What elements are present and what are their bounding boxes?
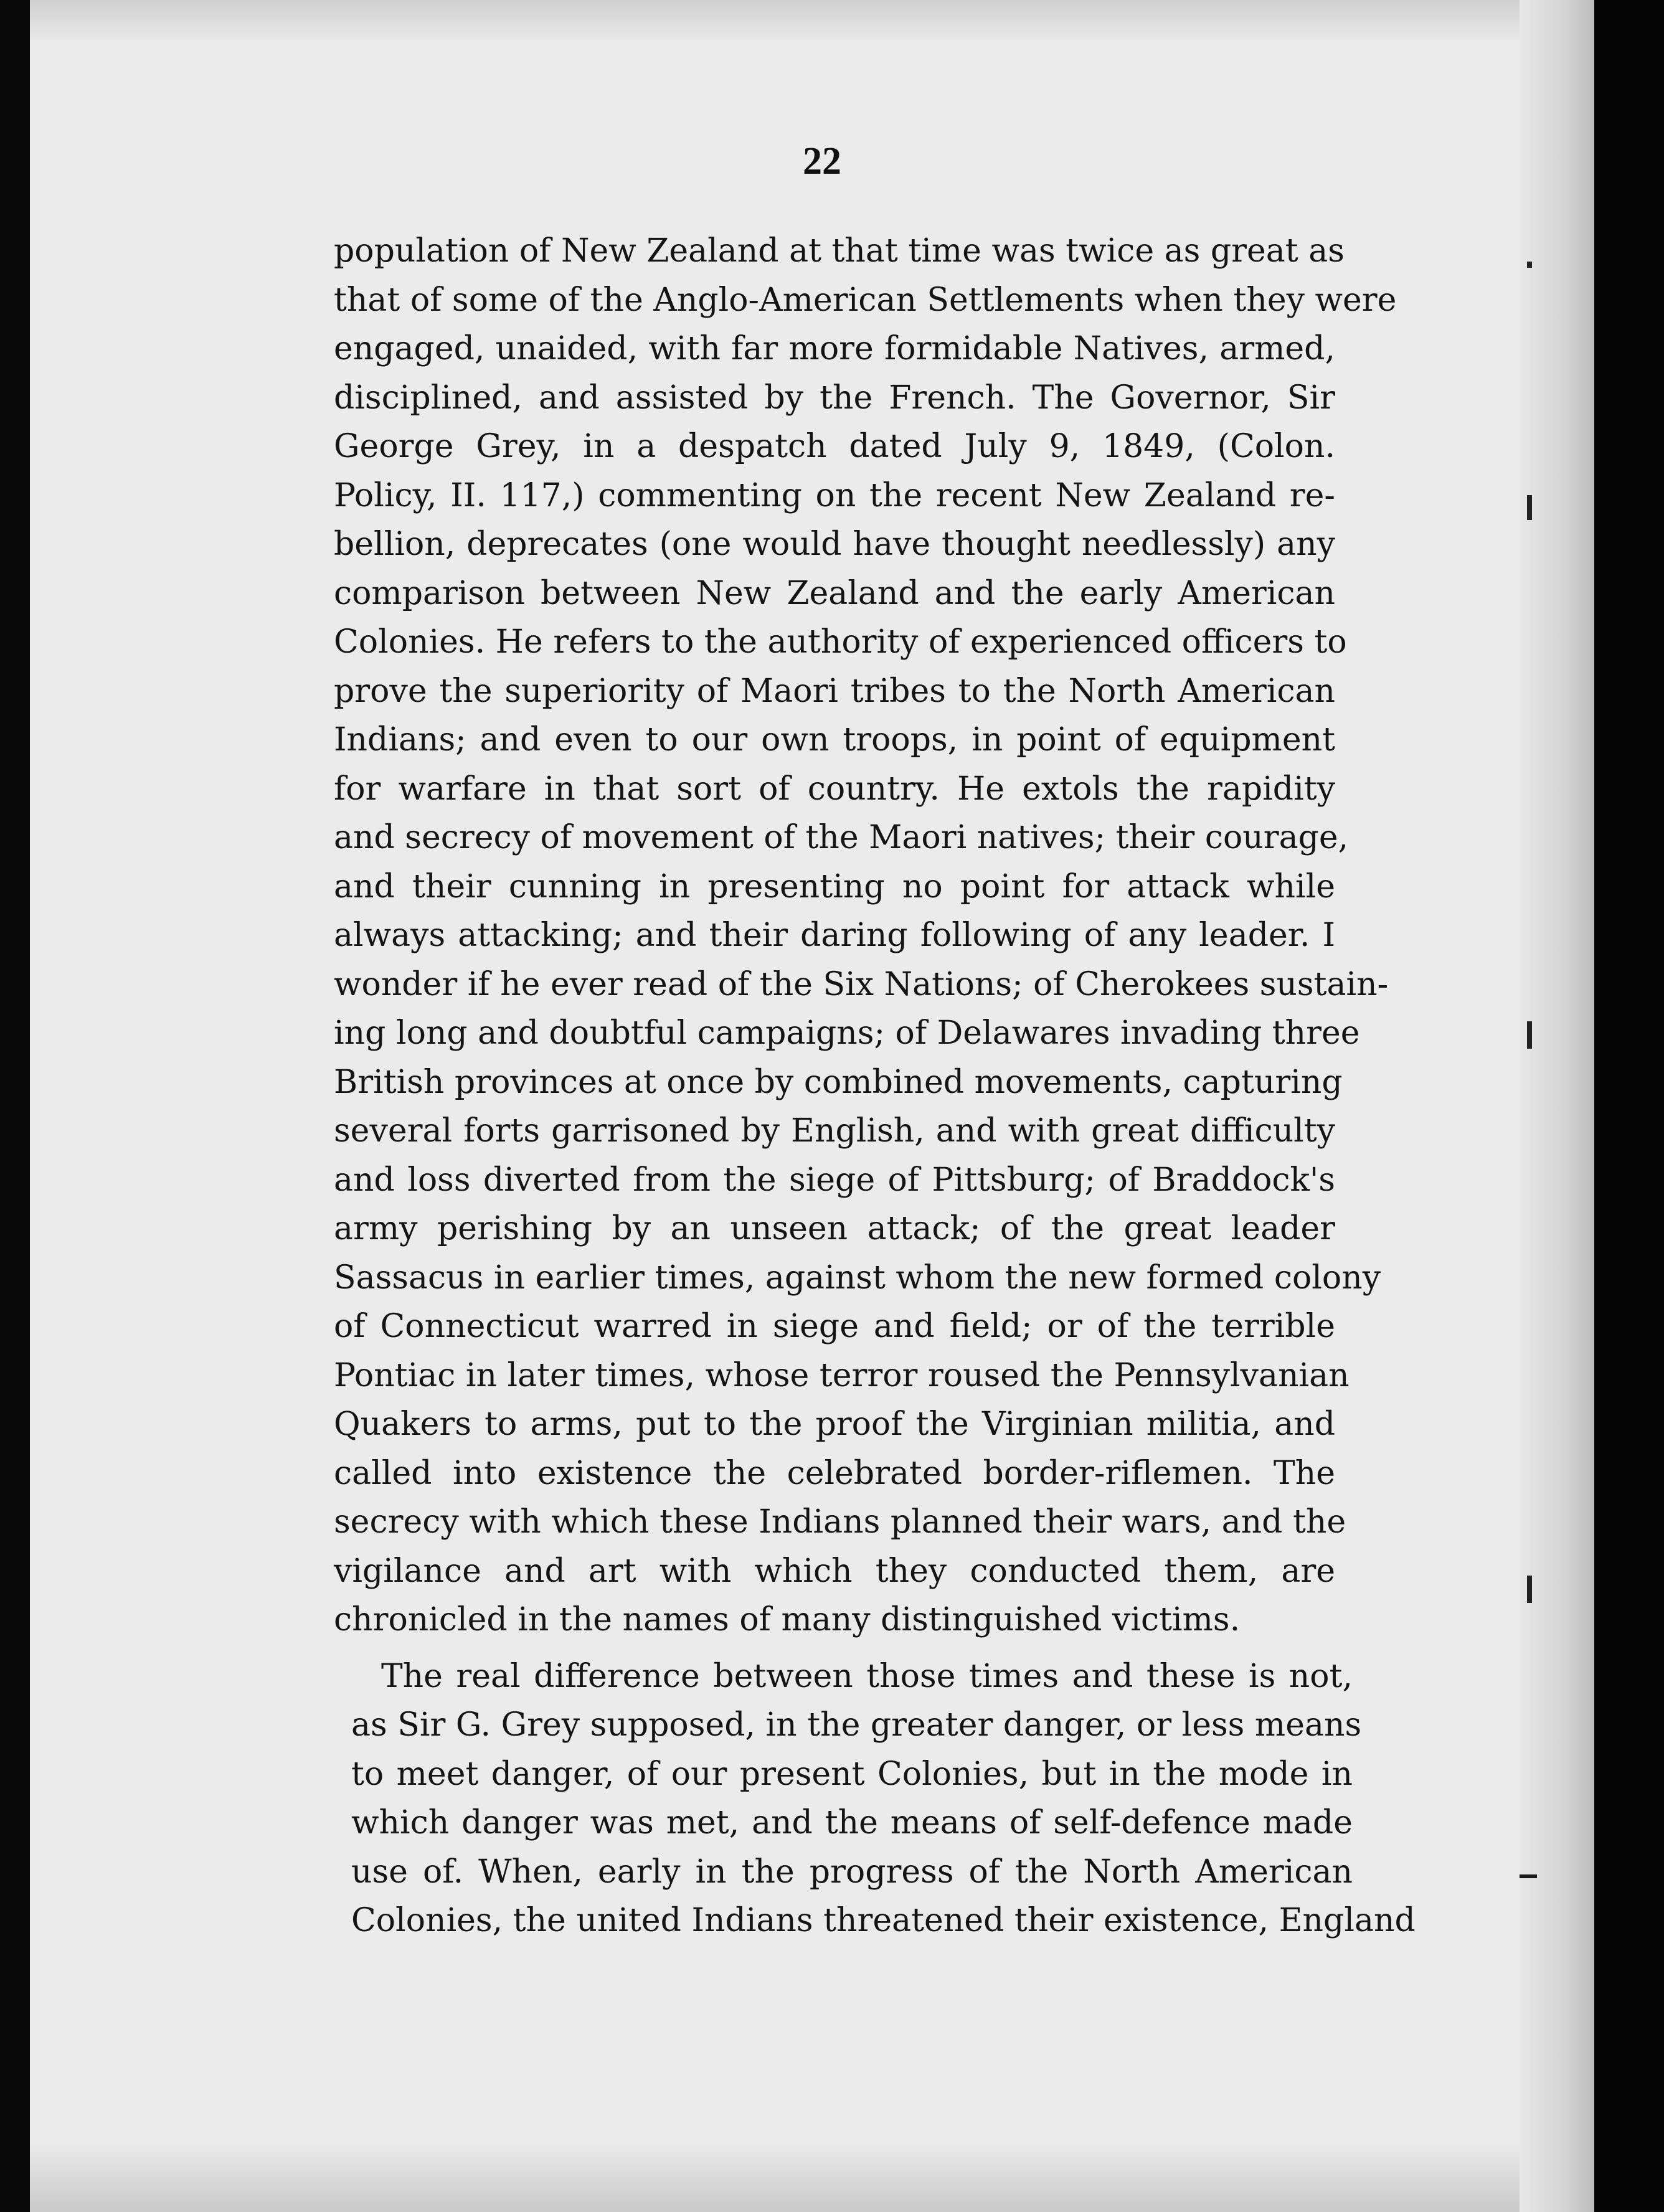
text-line: and secrecy of movement of the Maori natives; their courage, [334,819,1349,856]
text-line: Indians; and even to our own troops, in point of equipment [334,721,1335,759]
text-line: George Grey, in a despatch dated July 9, 1849, (Colon. [334,428,1335,465]
text-line: always attacking; and their daring following of any leader. I [334,917,1335,954]
margin-mark [1527,262,1532,268]
text-line: to meet danger, of our present Colonies, but in the mode in [351,1755,1353,1793]
paragraph-gap [334,1645,1335,1652]
text-line: population of New Zealand at that time was twice as great as [334,232,1345,270]
text-line: of Connecticut warred in siege and field; or of the terrible [334,1308,1335,1345]
text-line: that of some of the Anglo-American Settlements when they were [334,281,1397,319]
text-line: ing long and doubtful campaigns; of Delawares invading three [334,1014,1360,1052]
text-line: Pontiac in later times, whose terror roused the Pennsylvanian [334,1356,1350,1394]
margin-mark [1527,1576,1532,1603]
text-line: Quakers to arms, put to the proof the Virginian militia, and [334,1406,1335,1443]
margin-mark [1527,1021,1532,1049]
text-line: which danger was met, and the means of self-defence made [351,1804,1353,1841]
text-line: army perishing by an unseen attack; of the great leader [334,1210,1335,1247]
text-line: Policy, II. 117,) commenting on the recent New Zealand re- [334,476,1335,514]
top-shadow [30,0,1594,44]
text-line: and loss diverted from the siege of Pittsburg; of Braddock's [334,1161,1335,1199]
body-text [334,227,1416,1945]
margin-mark [1520,1874,1537,1878]
text-line: prove the superiority of Maori tribes to the North American [334,672,1335,710]
paragraph [351,1652,1416,1945]
text-line: vigilance and art with which they conducted them, are [334,1552,1335,1590]
binding-gutter [1594,0,1664,2212]
text-line: called into existence the celebrated border-riflemen. The [334,1454,1335,1492]
text-line: disciplined, and assisted by the French. The Governor, Sir [334,379,1335,417]
text-line: The real difference between those times and these is not, [381,1657,1353,1695]
bottom-shadow [30,2142,1594,2212]
margin-mark [1527,495,1532,520]
page-left-edge [0,0,30,2212]
page-number: 22 [803,140,841,182]
text-line: comparison between New Zealand and the early American [334,574,1335,612]
text-line: Sassacus in earlier times, against whom the new formed colony [334,1259,1381,1297]
paragraph [334,227,1397,1645]
text-line: British provinces at once by combined movements, capturing [334,1063,1343,1101]
binding-fold [1520,0,1594,2212]
text-line: for warfare in that sort of country. He extols the rapidity [334,770,1335,808]
text-line: several forts garrisoned by English, and with great difficulty [334,1112,1335,1150]
text-line: chronicled in the names of many distinguished victims. [334,1601,1241,1638]
text-line: secrecy with which these Indians planned their wars, and the [334,1503,1346,1541]
text-line: wonder if he ever read of the Six Nations; of Cherokees sustain- [334,965,1389,1003]
text-line: as Sir G. Grey supposed, in the greater danger, or less means [351,1706,1362,1744]
text-line: Colonies. He refers to the authority of experienced officers to [334,623,1347,661]
text-line: use of. When, early in the progress of the North American [351,1853,1353,1891]
text-line: and their cunning in presenting no point for attack while [334,867,1335,905]
text-line: Colonies, the united Indians threatened their existence, England [351,1902,1416,1939]
text-line: engaged, unaided, with far more formidable Natives, armed, [334,330,1335,367]
text-line: bellion, deprecates (one would have thought needlessly) any [334,526,1335,563]
